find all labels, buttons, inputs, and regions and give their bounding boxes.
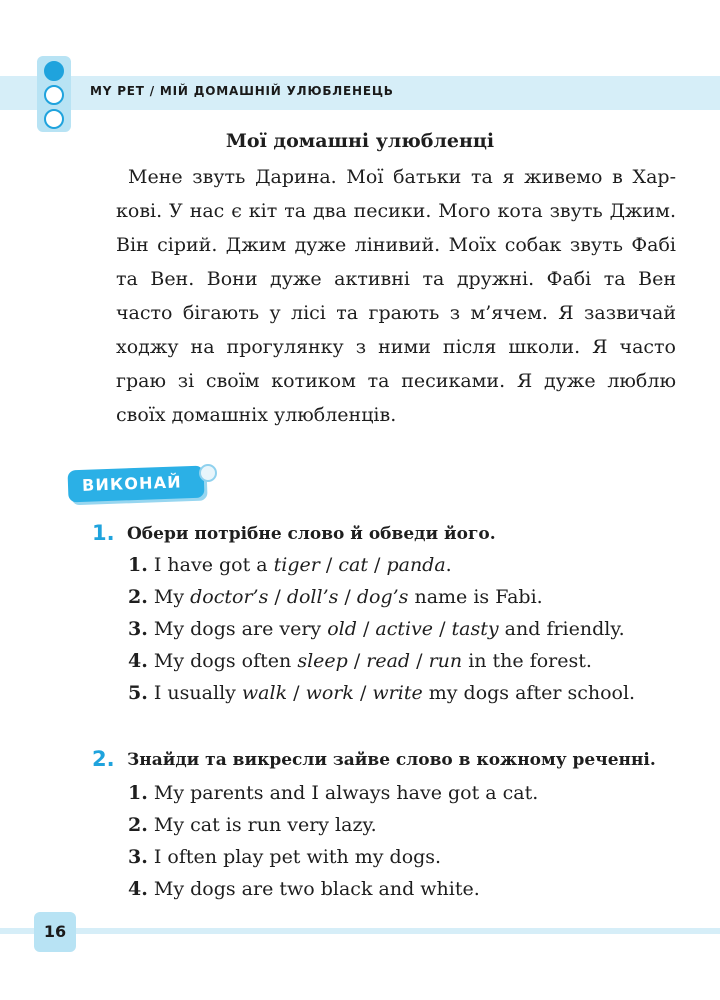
item-number: 4. bbox=[128, 650, 148, 672]
item-text[interactable]: My parents and I always have got a cat. bbox=[153, 782, 539, 804]
circle-empty-icon bbox=[44, 109, 64, 129]
item-number: 1. bbox=[128, 782, 148, 804]
item-text: I have got a bbox=[153, 554, 268, 576]
task-1-item: 2. My doctor’s / doll’s / dog’s name is Fabi. bbox=[128, 586, 543, 608]
text-body: Мене звуть Дарина. Мої батьки та я живемо в Харкові. У нас є кіт та два песики. Мого кота звуть Джим. Він сірий. Джим дуже лінивий. Моїх собак звуть Фабі та Вен. Вони дуже активні та дружні. Фабі та Вен часто бігають у лісі та грають з м’ячем. Я зазвичай ходжу на прогулянку з ними після школи. Я часто граю зі своїм котиком та песиками. Я дуже люблю своїх домашніх улюбленців. bbox=[116, 166, 676, 426]
option-word[interactable]: run bbox=[428, 650, 463, 672]
item-text: name is Fabi. bbox=[408, 586, 543, 608]
item-text: and friendly. bbox=[498, 618, 625, 640]
option-word[interactable]: sleep bbox=[297, 650, 348, 672]
page-number: 16 bbox=[34, 912, 76, 952]
task-2-item bbox=[128, 782, 538, 804]
task-1-number: 1. bbox=[92, 521, 115, 545]
item-number: 2. bbox=[128, 586, 148, 608]
item-number: 4. bbox=[128, 878, 148, 900]
item-text: My dogs are very bbox=[153, 618, 322, 640]
task-2-item bbox=[128, 878, 480, 900]
item-text: . bbox=[445, 554, 452, 576]
option-word[interactable]: write bbox=[372, 682, 423, 704]
task-1-item: 1. I have got a tiger / cat / panda. bbox=[128, 554, 452, 576]
item-number: 5. bbox=[128, 682, 148, 704]
circle-empty-icon bbox=[44, 85, 64, 105]
item-text[interactable]: My cat is run very lazy. bbox=[153, 814, 377, 836]
task-2-item bbox=[128, 846, 441, 868]
text-title: Мої домашні улюбленці bbox=[225, 130, 495, 152]
circle-filled-icon bbox=[44, 61, 64, 81]
option-word[interactable]: doll’s bbox=[286, 586, 339, 608]
option-word[interactable]: tiger bbox=[273, 554, 320, 576]
item-number: 1. bbox=[128, 554, 148, 576]
progress-circles bbox=[37, 56, 71, 132]
item-number: 3. bbox=[128, 846, 148, 868]
task-1-item: 4. My dogs often sleep / read / run in the forest. bbox=[128, 650, 592, 672]
item-text: My bbox=[153, 586, 185, 608]
option-word[interactable]: dog’s bbox=[356, 586, 409, 608]
item-text: I usually bbox=[153, 682, 236, 704]
option-word[interactable]: read bbox=[366, 650, 411, 672]
task-2-item bbox=[128, 814, 377, 836]
option-word[interactable]: walk bbox=[241, 682, 288, 704]
item-number: 2. bbox=[128, 814, 148, 836]
item-text[interactable]: I often play pet with my dogs. bbox=[153, 846, 442, 868]
item-number: 3. bbox=[128, 618, 148, 640]
option-word[interactable]: active bbox=[375, 618, 434, 640]
task-1-title: Обери потрібне слово й обведи його. bbox=[127, 524, 496, 544]
header-title: MY PET / МІЙ ДОМАШНІЙ УЛЮБЛЕНЕЦЬ bbox=[90, 84, 394, 98]
task-badge: ВИКОНАЙ bbox=[67, 466, 204, 503]
option-word[interactable]: panda bbox=[386, 554, 446, 576]
item-text: in the forest. bbox=[462, 650, 592, 672]
pin-icon bbox=[199, 464, 217, 482]
item-text: my dogs after school. bbox=[422, 682, 636, 704]
option-word[interactable]: old bbox=[327, 618, 357, 640]
task-2-title: Знайди та викресли зайве слово в кожному реченні. bbox=[127, 750, 656, 770]
footer-band bbox=[0, 928, 720, 934]
task-1-item: 3. My dogs are very old / active / tasty and friendly. bbox=[128, 618, 625, 640]
item-text[interactable]: My dogs are two black and white. bbox=[153, 878, 480, 900]
item-text: My dogs often bbox=[153, 650, 292, 672]
option-word[interactable]: tasty bbox=[451, 618, 499, 640]
option-word[interactable]: work bbox=[305, 682, 354, 704]
task-2-number: 2. bbox=[92, 747, 115, 771]
option-word[interactable]: doctor’s bbox=[190, 586, 269, 608]
task-1-item: 5. I usually walk / work / write my dogs after school. bbox=[128, 682, 636, 704]
option-word[interactable]: cat bbox=[338, 554, 368, 576]
